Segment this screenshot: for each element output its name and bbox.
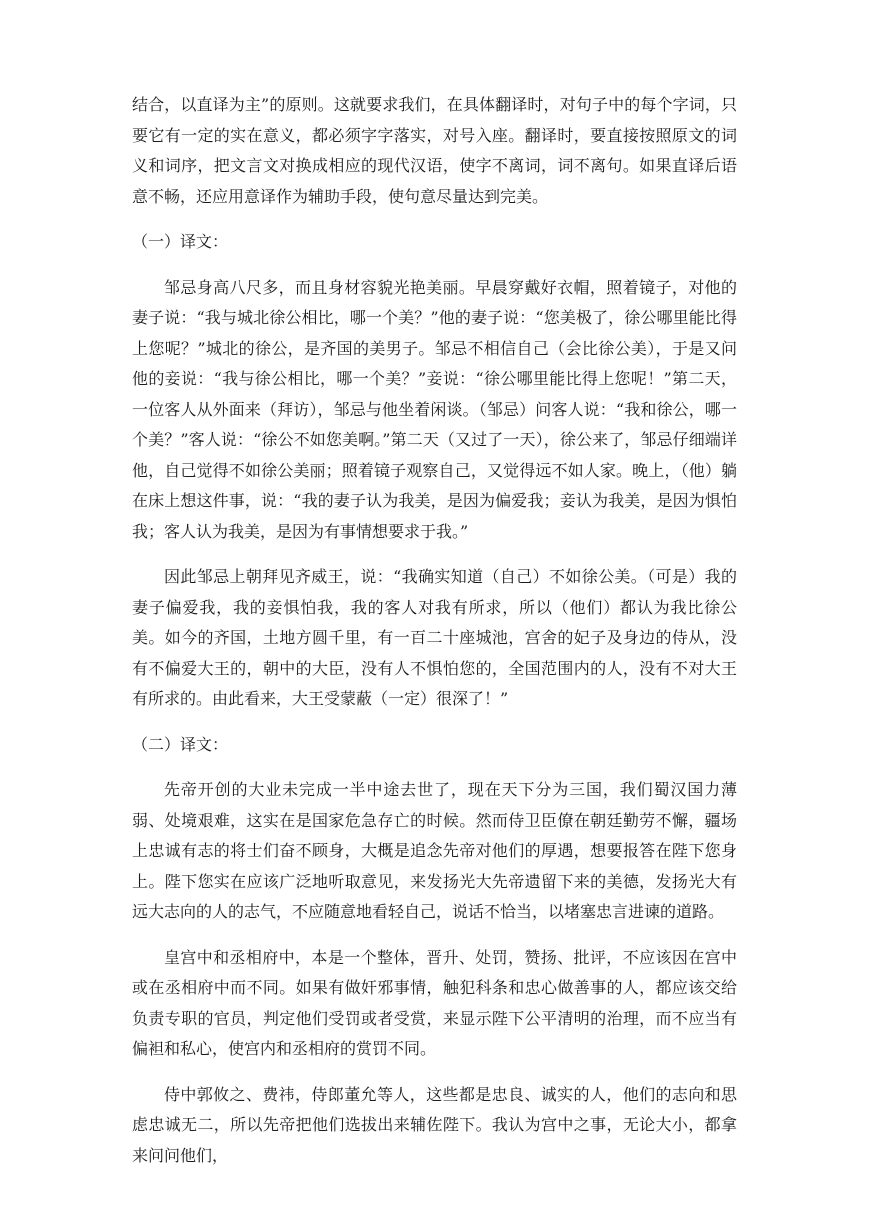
paragraph-zouji-mirror: 邹忌身高八尺多，而且身材容貌光艳美丽。早晨穿戴好衣帽，照着镜子，对他的妻子说：“我与城北徐公相比，哪一个美？”他的妻子说：“您美极了，徐公哪里能比得上您呢？”城北的徐公，是齐国的美男子。邹忌不相信自己（会比徐公美），于是又问他的妾说：“我与徐公相比，哪一个美？”妾说：“徐公哪里能比得上您呢！”第二天，一位客人从外面来（拜访），邹忌与他坐着闲谈。（邹忌）问客人说：“我和徐公，哪一个美？”客人说：“徐公不如您美啊。”第二天（又过了一天），徐公来了，邹忌仔细端详他，自己觉得不如徐公美丽；照着镜子观察自己，又觉得远不如人家。晚上，（他）躺在床上想这件事，说：“我的妻子认为我美，是因为偏爱我；妾认为我美，是因为惧怕我；客人认为我美，是因为有事情想要求于我。”: [132, 277, 737, 541]
paragraph-translation-principle: 结合，以直译为主”的原则。这就要求我们，在具体翻译时，对句子中的每个字词，只要它有一定的实在意义，都必须字字落实，对号入座。翻译时，要直接按照原文的词义和词序，把文言文对换成相应的现代汉语，使字不离词，词不离句。如果直译后语意不畅，还应用意译作为辅助手段，使句意尽量达到完美。: [132, 95, 737, 206]
paragraph-chushibiao-first: 先帝开创的大业未完成一半中途去世了，现在天下分为三国，我们蜀汉国力薄弱、处境艰难，这实在是国家危急存亡的时候。然而侍卫臣僚在朝廷勤劳不懈，疆场上忠诚有志的将士们奋不顾身，大概是追念先帝对他们的厚遇，想要报答在陛下您身上。陛下您实在应该广泛地听取意见，来发扬光大先帝遗留下来的美德，发扬光大有远大志向的人的志气，不应随意地看轻自己，说话不恰当，以堵塞忠言进谏的道路。: [132, 780, 737, 921]
paragraph-zouji-court: 因此邹忌上朝拜见齐威王，说：“我确实知道（自己）不如徐公美。（可是）我的妻子偏爱我，我的妾惧怕我，我的客人对我有所求，所以（他们）都认为我比徐公美。如今的齐国，土地方圆千里，有一百二十座城池，宫舍的妃子及身边的侍从，没有不偏爱大王的，朝中的大臣，没有人不惧怕您的，全国范围内的人，没有不对大王有所求的。由此看来，大王受蒙蔽（一定）很深了！”: [132, 567, 737, 708]
section-heading-one: （一）译文：: [132, 232, 229, 251]
section-heading-two: （二）译文：: [132, 734, 229, 754]
paragraph-chushibiao-second: 皇宫中和丞相府中，本是一个整体，晋升、处罚，赞扬、批评，不应该因在宫中或在丞相府中而不同。如果有做奸邪事情，触犯科条和忠心做善事的人，都应该交给负责专职的官员，判定他们受罚或者受赏，来显示陛下公平清明的治理，而不应当有偏袒和私心，使宫内和丞相府的赏罚不同。: [132, 947, 737, 1058]
paragraph-chushibiao-third: 侍中郭攸之、费祎，侍郎董允等人，这些都是忠良、诚实的人，他们的志向和思虑忠诚无二，所以先帝把他们选拔出来辅佐陛下。我认为宫中之事，无论大小，都拿来问问他们，: [132, 1084, 737, 1165]
